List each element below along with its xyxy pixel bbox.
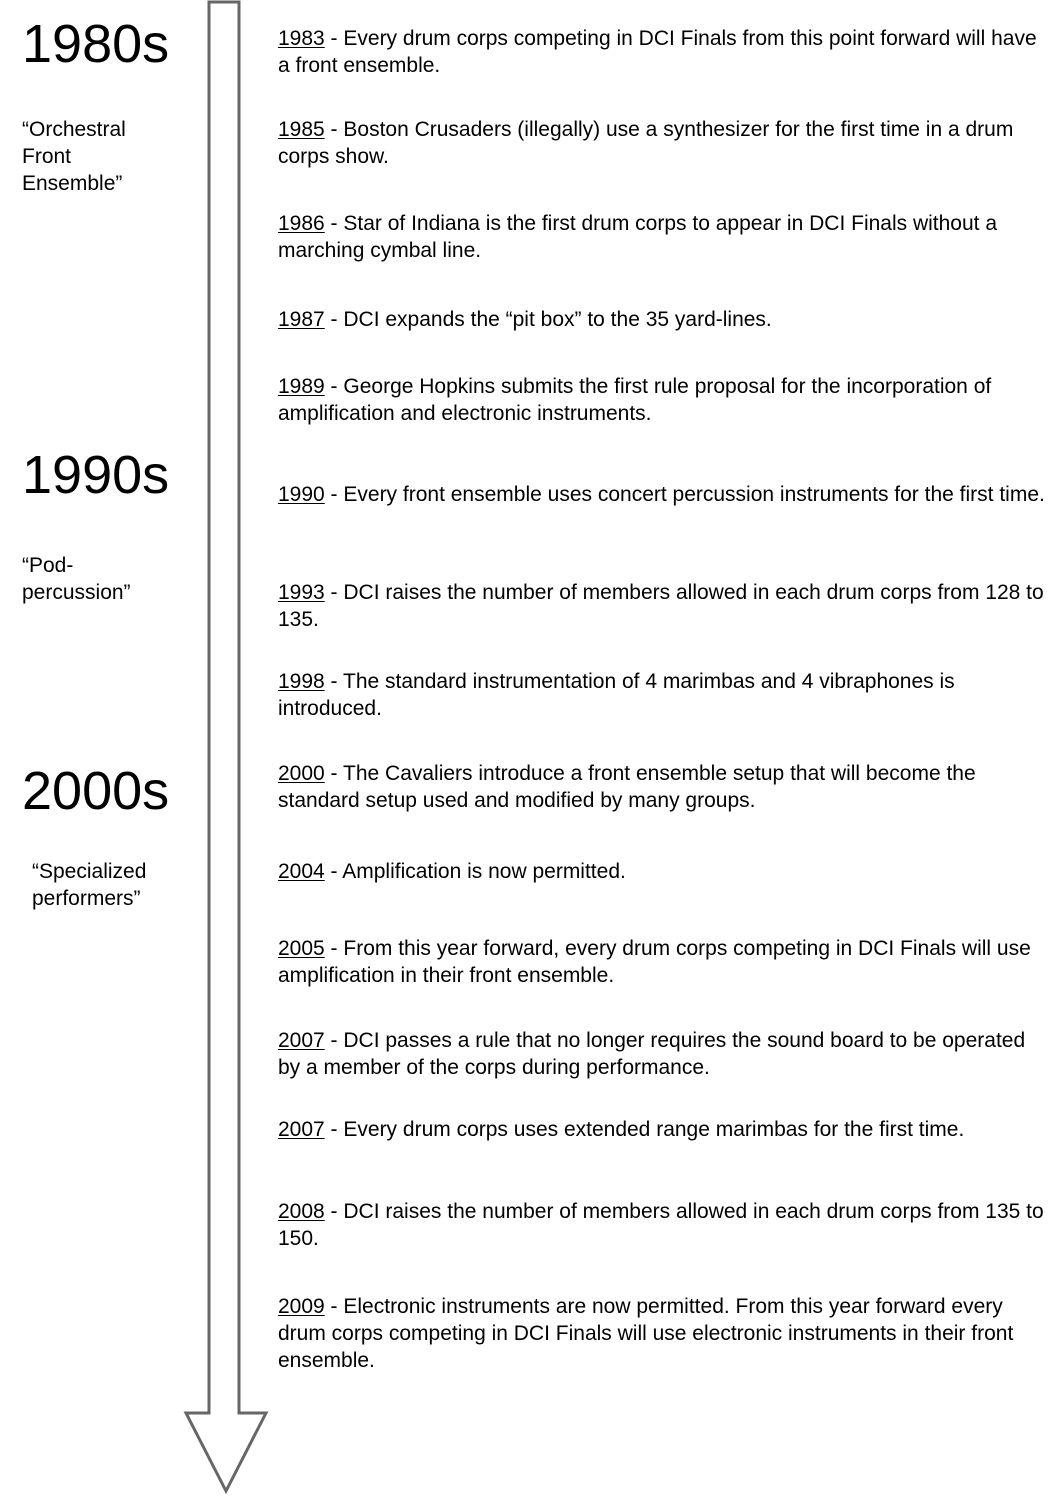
event-description: - DCI passes a rule that no longer requires the sound board to be operated by a member of the corps during performance. (278, 1029, 1026, 1079)
event-description: - Every drum corps competing in DCI Finals from this point forward will have a front ensemble. (278, 27, 1037, 77)
event-description: - DCI raises the number of members allowed in each drum corps from 135 to 150. (278, 1200, 1044, 1250)
event-year: 1983 (278, 27, 325, 50)
timeline-event (278, 1198, 1050, 1252)
event-description: - Amplification is now permitted. (324, 860, 626, 883)
timeline-event (278, 760, 1050, 814)
timeline-event (278, 25, 1050, 79)
era-label-2000s: “Specialized performers” (32, 860, 147, 910)
decade-heading-1990s: 1990s (22, 445, 170, 505)
event-year: 2007 (278, 1029, 325, 1052)
event-year: 1989 (278, 375, 325, 398)
timeline-arrow-shape (186, 2, 266, 1491)
timeline-event (278, 373, 1050, 427)
event-description: - From this year forward, every drum corps competing in DCI Finals will use amplification in their front ensemble. (278, 937, 1031, 987)
event-description: - The standard instrumentation of 4 marimbas and 4 vibraphones is introduced. (278, 670, 955, 720)
event-year: 1993 (278, 581, 325, 604)
event-year: 1986 (278, 212, 325, 235)
timeline-event (278, 1293, 1050, 1374)
event-description: - Star of Indiana is the first drum corps to appear in DCI Finals without a marching cymbal line. (278, 212, 998, 262)
timeline-event (278, 116, 1050, 170)
event-year: 2005 (278, 937, 325, 960)
event-description: - Electronic instruments are now permitted. From this year forward every drum corps competing in DCI Finals will use electronic instruments in their front ensemble. (278, 1295, 1014, 1372)
event-description: - Every drum corps uses extended range marimbas for the first time. (324, 1118, 965, 1141)
timeline-event (278, 481, 1050, 508)
event-year: 2000 (278, 762, 325, 785)
timeline-event (278, 668, 1050, 722)
event-description: - George Hopkins submits the first rule proposal for the incorporation of amplification and electronic instruments. (278, 375, 992, 425)
timeline-event (278, 306, 1050, 333)
event-description: - The Cavaliers introduce a front ensemble setup that will become the standard setup used and modified by many groups. (278, 762, 976, 812)
decade-heading-1980s: 1980s (22, 14, 170, 74)
decade-heading-2000s: 2000s (22, 761, 170, 821)
event-description: - Boston Crusaders (illegally) use a synthesizer for the first time in a drum corps show. (278, 118, 1014, 168)
timeline-event (278, 858, 1050, 885)
event-year: 1998 (278, 670, 325, 693)
event-year: 2009 (278, 1295, 325, 1318)
timeline-event (278, 579, 1050, 633)
event-year: 2004 (278, 860, 325, 883)
era-label-1990s: “Pod-percussion” (22, 554, 131, 604)
event-description: - Every front ensemble uses concert percussion instruments for the first time. (324, 483, 1045, 506)
era-label-1980s: “Orchestral Front Ensemble” (22, 118, 126, 195)
event-year: 2008 (278, 1200, 325, 1223)
event-description: - DCI expands the “pit box” to the 35 yard-lines. (324, 308, 772, 331)
timeline-event (278, 935, 1050, 989)
event-year: 1987 (278, 308, 325, 331)
timeline-event (278, 1027, 1050, 1081)
event-year: 2007 (278, 1118, 325, 1141)
event-year: 1990 (278, 483, 325, 506)
event-description: - DCI raises the number of members allowed in each drum corps from 128 to 135. (278, 581, 1044, 631)
timeline-event (278, 1116, 1050, 1143)
timeline-event (278, 210, 1050, 264)
event-year: 1985 (278, 118, 325, 141)
